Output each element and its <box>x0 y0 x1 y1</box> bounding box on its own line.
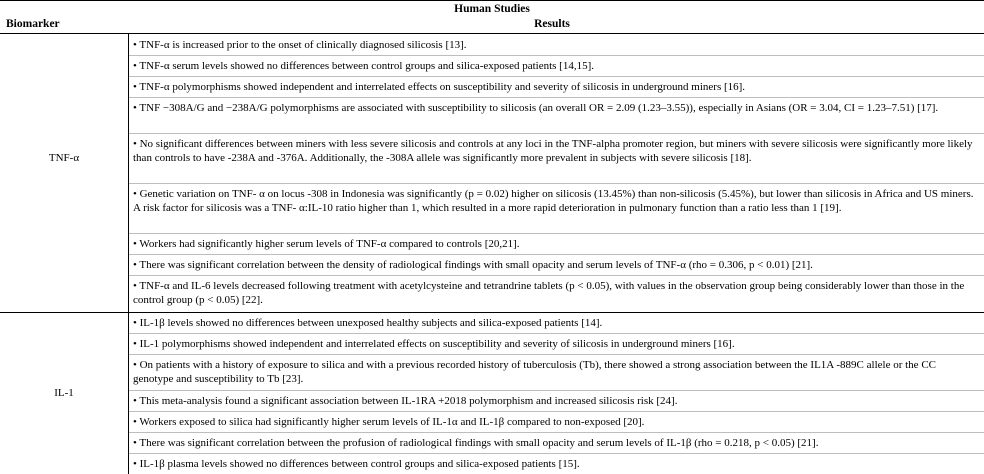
row-divider <box>129 411 984 412</box>
result-item: • IL-1 polymorphisms showed independent and interrelated effects on susceptibility and severity of silicosis in underground miners [16]. <box>133 338 735 350</box>
result-item: • TNF-α polymorphisms showed independent and interrelated effects on susceptibility and severity of silicosis in underground miners [16]. <box>133 81 746 93</box>
result-item: • No significant differences between miners with less severe silicosis and controls at any loci in the TNF-alpha promoter region, but miners with severe silicosis were significantly more likely than controls to have -238A and -376A. Additionally, the -308A allele was significantly more prevalent in subjects with severe silicosis [18]. <box>133 138 973 164</box>
result-item: • Workers exposed to silica had significantly higher serum levels of IL-1α and IL-1β compared to non-exposed [20]. <box>133 416 645 428</box>
row-divider <box>129 55 984 56</box>
result-item: • This meta-analysis found a significant association between IL-1RA +2018 polymorphism and increased silicosis risk [24]. <box>133 395 678 407</box>
row-divider <box>129 453 984 454</box>
result-item: • TNF-α and IL-6 levels decreased following treatment with acetylcysteine and tetrandrine tablets (p < 0.05), with values in the observation group being considerably lower than those in the control group (p < 0.05) [22]. <box>133 280 965 306</box>
result-item: • TNF-α is increased prior to the onset of clinically diagnosed silicosis [13]. <box>133 39 467 51</box>
row-divider <box>129 432 984 433</box>
row-divider <box>129 390 984 391</box>
header-bottom-rule <box>0 33 984 34</box>
result-item: • TNF −308A/G and −238A/G polymorphisms are associated with susceptibility to silicosis (an overall OR = 2.09 (1.23–3.55)), especially in Asians (OR = 3.04, CI = 1.23–7.51) [17]. <box>133 102 939 114</box>
table-top-rule <box>0 0 984 1</box>
results-column-header: Results <box>534 18 570 30</box>
row-divider <box>129 233 984 234</box>
row-divider <box>129 354 984 355</box>
result-item: • IL-1β levels showed no differences between unexposed healthy subjects and silica-exposed patients [14]. <box>133 317 603 329</box>
row-divider <box>129 275 984 276</box>
result-item: • Workers had significantly higher serum levels of TNF-α compared to controls [20,21]. <box>133 238 520 250</box>
biomarker-label-il1: IL-1 <box>54 387 74 399</box>
row-divider <box>129 333 984 334</box>
result-item: • Genetic variation on TNF- α on locus -308 in Indonesia was significantly (p = 0.02) higher on silicosis (13.45%) than non-silicosis (5.45%), but lower than silicosis in Africa and US miners. A risk factor for silicosis was a TNF- α:IL-10 ratio higher than 1, which resulted in a more rapid deterioration in pulmonary function than a ratio less than 1 [19]. <box>133 188 974 214</box>
result-item: • IL-1β plasma levels showed no differences between control groups and silica-exposed patients [15]. <box>133 458 580 470</box>
result-item: • On patients with a history of exposure to silica and with a previous recorded history of tuberculosis (Tb), there showed a strong association between the IL1A -889C allele or the CC genotype and susceptibility to Tb [23]. <box>133 359 936 385</box>
biomarker-column-header: Biomarker <box>6 18 60 30</box>
result-item: • There was significant correlation between the density of radiological findings with small opacity and serum levels of TNF-α (rho = 0.306, p < 0.01) [21]. <box>133 259 813 271</box>
table-title: Human Studies <box>454 3 530 15</box>
row-divider <box>129 76 984 77</box>
result-item: • TNF-α serum levels showed no differences between control groups and silica-exposed patients [14,15]. <box>133 60 595 72</box>
result-item: • There was significant correlation between the profusion of radiological findings with small opacity and serum levels of IL-1β (rho = 0.218, p < 0.05) [21]. <box>133 437 819 449</box>
row-divider <box>129 254 984 255</box>
row-divider <box>129 97 984 98</box>
row-divider <box>129 133 984 134</box>
biomarker-label-tnf: TNF-α <box>48 152 80 164</box>
section-divider-rule <box>0 312 984 313</box>
row-divider <box>129 183 984 184</box>
